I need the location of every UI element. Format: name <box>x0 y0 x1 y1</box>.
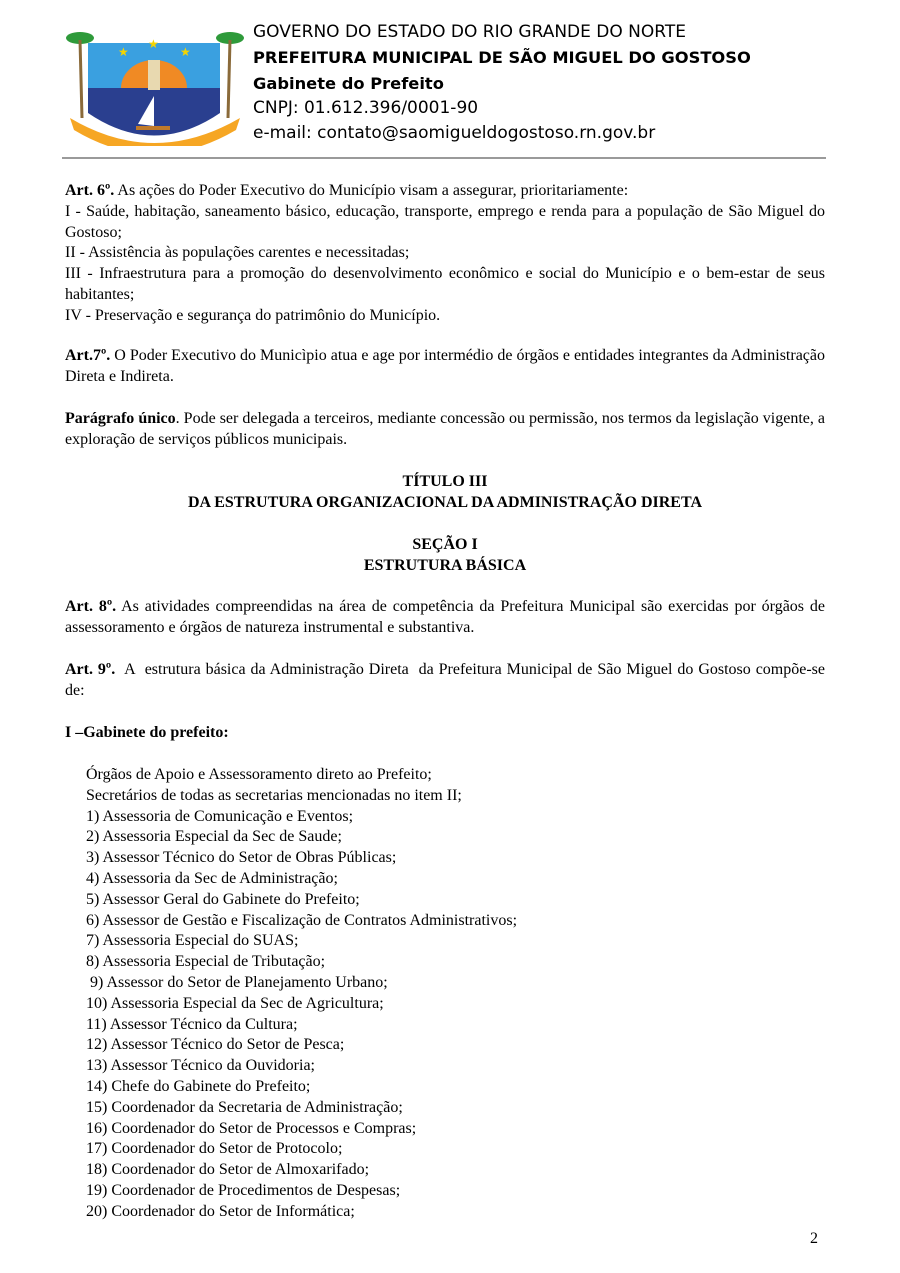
article-item: IV - Preservação e segurança do patrimônio do Município. <box>65 306 441 324</box>
list-item: 3) Assessor Técnico do Setor de Obras Públicas; <box>86 849 397 867</box>
article-label: Art. 9º. <box>65 661 116 678</box>
list-item: 11) Assessor Técnico da Cultura; <box>86 1015 298 1033</box>
list-item: 6) Assessor de Gestão e Fiscalização de Contratos Administrativos; <box>86 911 518 929</box>
svg-text:★: ★ <box>148 37 159 51</box>
article-text: As ações do Poder Executivo do Município visam a assegurar, prioritariamente: <box>114 182 629 199</box>
article-label: Art. 6º. <box>65 182 115 199</box>
list-item: 4) Assessoria da Sec de Administração; <box>86 869 338 887</box>
list-item: 17) Coordenador do Setor de Protocolo; <box>86 1140 343 1158</box>
svg-text:★: ★ <box>180 45 191 59</box>
article-label: Art. 8º. <box>65 598 117 615</box>
cabinet-heading: I –Gabinete do prefeito: <box>65 724 229 741</box>
page-number: 2 <box>810 1230 818 1247</box>
title-heading <box>65 472 825 514</box>
article-text: As atividades compreendidas na área de competência da Prefeitura Municipal são exercidas por órgãos de assessoramento e órgãos de natureza instrumental e substantiva. <box>65 598 829 636</box>
letterhead-cnpj: CNPJ: 01.612.396/0001-90 <box>253 97 479 118</box>
list-item: Órgãos de Apoio e Assessoramento direto ao Prefeito; <box>86 766 432 783</box>
list-item: 9) Assessor do Setor de Planejamento Urbano; <box>86 973 388 991</box>
article-item: I - Saúde, habitação, saneamento básico, educação, transporte, emprego e renda para a população de São Miguel do Gostoso; <box>65 202 825 241</box>
title-name: DA ESTRUTURA ORGANIZACIONAL DA ADMINISTRAÇÃO DIRETA <box>187 493 702 511</box>
list-item: 12) Assessor Técnico do Setor de Pesca; <box>86 1036 345 1054</box>
article-label: Art.7º. <box>65 347 111 364</box>
letterhead-office: Gabinete do Prefeito <box>253 73 444 93</box>
article-9 <box>65 660 830 702</box>
letterhead-prefecture: PREFEITURA MUNICIPAL DE SÃO MIGUEL DO GOSTOSO <box>253 48 751 68</box>
list-item: 13) Assessor Técnico da Ouvidoria; <box>86 1057 315 1075</box>
title-number: TÍTULO III <box>402 473 488 490</box>
section-heading <box>65 535 825 577</box>
list-item: 16) Coordenador do Setor de Processos e Compras; <box>86 1119 417 1137</box>
article-item: II - Assistência às populações carentes e necessitadas; <box>65 244 410 262</box>
article-text: A estrutura básica da Administração Direta da Prefeitura Municipal de São Miguel do Gostoso compõe-se de: <box>65 661 830 699</box>
list-item: Secretários de todas as secretarias mencionadas no item II; <box>86 786 462 804</box>
section-name: ESTRUTURA BÁSICA <box>363 556 527 574</box>
list-item: 7) Assessoria Especial do SUAS; <box>86 932 299 950</box>
list-item: 20) Coordenador do Setor de Informática; <box>86 1202 355 1220</box>
list-item: 8) Assessoria Especial de Tributação; <box>86 953 326 971</box>
list-item: 15) Coordenador da Secretaria de Administração; <box>86 1098 403 1116</box>
letterhead <box>253 20 751 146</box>
article-6 <box>65 181 825 327</box>
list-item: 5) Assessor Geral do Gabinete do Prefeito; <box>86 890 360 908</box>
list-item: 19) Coordenador de Procedimentos de Despesas; <box>86 1181 401 1199</box>
article-text: O Poder Executivo do Municìpio atua e age por intermédio de órgãos e entidades integrantes da Administração Direta e Indireta. <box>65 347 825 385</box>
paragraph-text: . Pode ser delegada a terceiros, mediante concessão ou permissão, nos termos da legislação vigente, a exploração de serviços públicos municipais. <box>65 410 825 448</box>
article-7 <box>65 346 825 388</box>
sole-paragraph <box>65 409 825 451</box>
list-item: 14) Chefe do Gabinete do Prefeito; <box>86 1077 311 1095</box>
svg-text:★: ★ <box>118 45 129 59</box>
list-item: 10) Assessoria Especial da Sec de Agricultura; <box>86 994 384 1012</box>
article-8 <box>65 597 829 639</box>
cabinet-organs-list <box>86 765 846 1223</box>
list-item: 1) Assessoria de Comunicação e Eventos; <box>86 807 354 825</box>
list-item: 18) Coordenador do Setor de Almoxarifado; <box>86 1161 370 1179</box>
letterhead-government: GOVERNO DO ESTADO DO RIO GRANDE DO NORTE <box>253 22 686 42</box>
list-item: 2) Assessoria Especial da Sec de Saude; <box>86 828 342 846</box>
header-divider <box>62 157 826 159</box>
article-item: III - Infraestrutura para a promoção do desenvolvimento econômico e social do Município e o bem-estar de seus habitantes; <box>65 265 825 303</box>
municipal-coat-of-arms-logo <box>66 18 244 146</box>
paragraph-label: Parágrafo único <box>65 410 176 427</box>
letterhead-email: e-mail: contato@saomigueldogostoso.rn.gov.br <box>253 123 656 144</box>
section-number: SEÇÃO I <box>412 536 478 553</box>
